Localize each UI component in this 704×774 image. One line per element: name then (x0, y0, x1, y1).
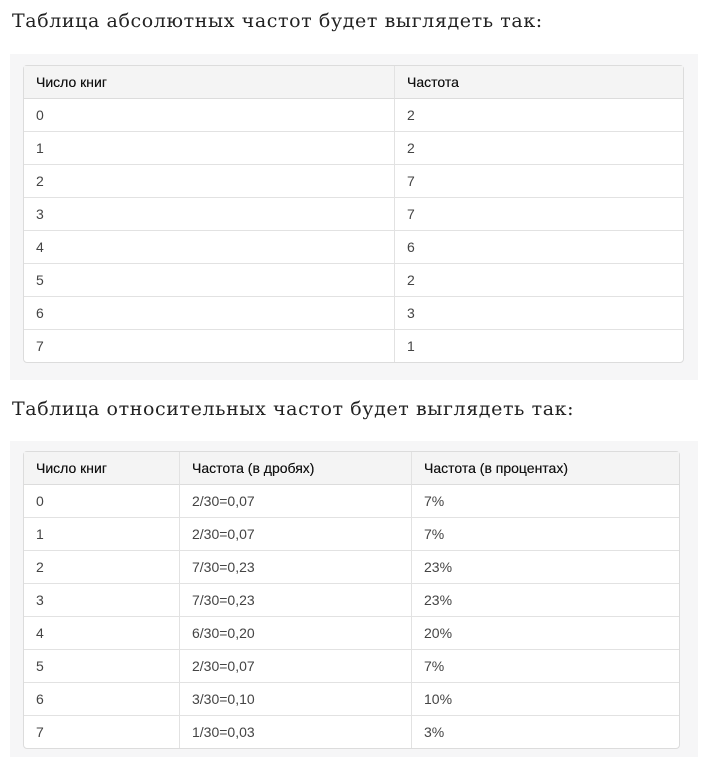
cell-books: 3 (24, 584, 179, 617)
cell-percent: 7% (411, 650, 679, 683)
table-header-row (24, 452, 679, 485)
cell-percent: 7% (411, 518, 679, 551)
absolute-frequency-table (23, 65, 684, 363)
table-header-row (24, 66, 683, 99)
cell-books: 0 (24, 99, 394, 132)
table-row (24, 297, 683, 330)
cell-frequency: 3 (394, 297, 683, 330)
cell-books: 1 (24, 518, 179, 551)
cell-fraction: 2/30=0,07 (179, 650, 411, 683)
cell-books: 4 (24, 617, 179, 650)
table-row (24, 330, 683, 362)
table-row (24, 617, 679, 650)
table-row (24, 518, 679, 551)
absolute-frequency-heading: Таблица абсолютных частот будет выглядеть так: (12, 10, 543, 32)
cell-frequency: 7 (394, 165, 683, 198)
cell-books: 6 (24, 297, 394, 330)
table-row (24, 485, 679, 518)
cell-books: 4 (24, 231, 394, 264)
cell-percent: 23% (411, 584, 679, 617)
relative-frequency-table (23, 451, 680, 749)
column-header-books: Число книг (24, 452, 179, 485)
table-row (24, 198, 683, 231)
table-row (24, 231, 683, 264)
cell-books: 3 (24, 198, 394, 231)
table-row (24, 650, 679, 683)
cell-books: 5 (24, 650, 179, 683)
relative-frequency-heading: Таблица относительных частот будет выглядеть так: (12, 398, 575, 420)
cell-books: 5 (24, 264, 394, 297)
cell-fraction: 7/30=0,23 (179, 584, 411, 617)
cell-books: 7 (36, 338, 44, 354)
cell-fraction: 1/30=0,03 (179, 716, 411, 748)
cell-frequency: 2 (394, 99, 683, 132)
cell-fraction: 2/30=0,07 (179, 518, 411, 551)
cell-percent: 3% (411, 716, 679, 748)
table-row (24, 132, 683, 165)
column-header-percent: Частота (в процентах) (411, 452, 679, 485)
cell-frequency: 2 (394, 132, 683, 165)
cell-percent: 10% (411, 683, 679, 716)
cell-percent: 7% (411, 485, 679, 518)
relative-frequency-panel (10, 441, 698, 757)
cell-fraction: 3/30=0,10 (179, 683, 411, 716)
table-row (24, 165, 683, 198)
column-header-fraction: Частота (в дробях) (179, 452, 411, 485)
cell-books: 2 (24, 551, 179, 584)
cell-frequency: 6 (394, 231, 683, 264)
table-row (24, 683, 679, 716)
table-row (24, 264, 683, 297)
cell-books: 0 (24, 485, 179, 518)
absolute-frequency-panel (10, 54, 698, 380)
table-row (24, 584, 679, 617)
cell-books: 6 (24, 683, 179, 716)
cell-fraction: 7/30=0,23 (179, 551, 411, 584)
cell-frequency: 7 (394, 198, 683, 231)
cell-frequency: 2 (394, 264, 683, 297)
cell-percent: 23% (411, 551, 679, 584)
column-header-frequency: Частота (394, 66, 683, 99)
cell-percent: 20% (411, 617, 679, 650)
table-row (24, 99, 683, 132)
cell-books: 1 (24, 132, 394, 165)
cell-fraction: 2/30=0,07 (179, 485, 411, 518)
cell-frequency: 1 (394, 330, 683, 362)
table-row (24, 551, 679, 584)
cell-books: 2 (24, 165, 394, 198)
cell-books: 7 (36, 724, 44, 740)
column-header-books: Число книг (24, 66, 394, 99)
cell-fraction: 6/30=0,20 (179, 617, 411, 650)
table-row (24, 716, 679, 748)
